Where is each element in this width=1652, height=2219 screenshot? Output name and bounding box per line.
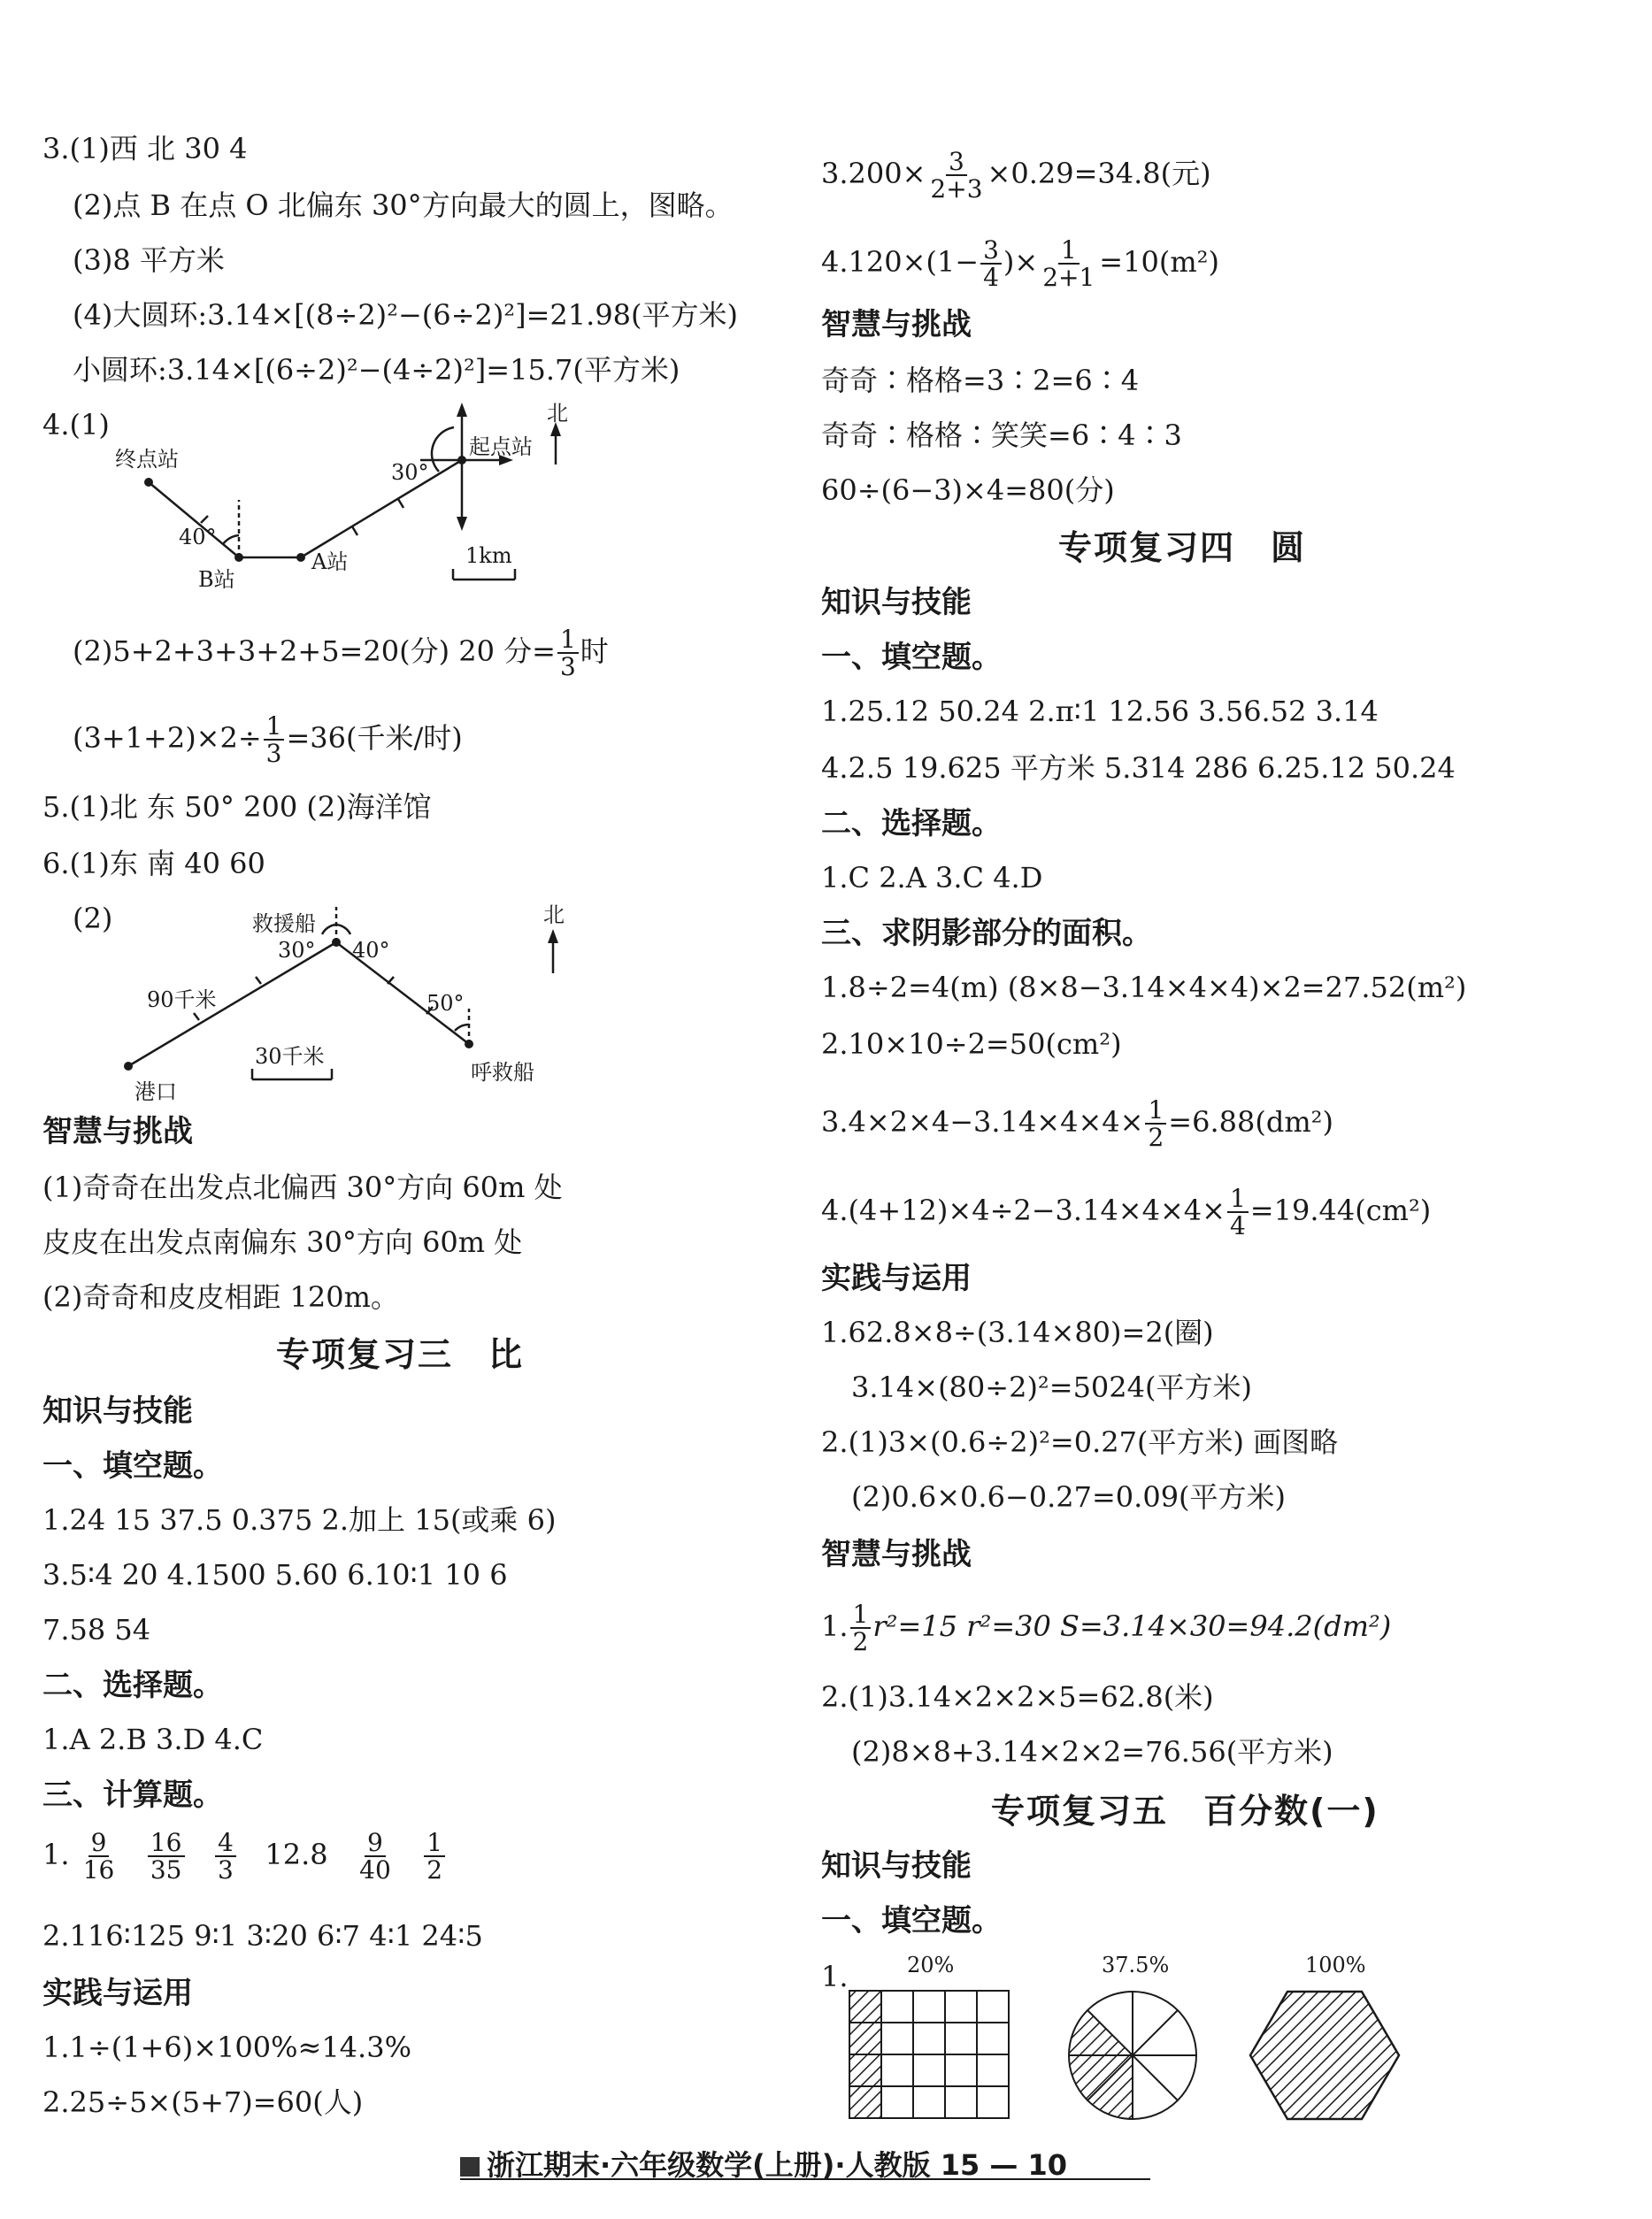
footer-rule	[460, 2178, 1150, 2180]
q6-part2-number: (2)	[73, 902, 113, 935]
pct-grid-label: 20%	[907, 1953, 955, 1977]
sec4-fill-line1: 1.25.12 50.24 2.π∶1 12.56 3.56.52 3.14	[821, 695, 1379, 728]
sec4-choose-answers: 1.C 2.A 3.C 4.D	[821, 861, 1043, 895]
wisdom-left-line2: 皮皮在出发点南偏东 30°方向 60m 处	[42, 1225, 523, 1259]
sec4-wisdom-line2: 2.(1)3.14×2×2×5=62.8(米)	[821, 1680, 1214, 1714]
sec3-fill-heading: 一、填空题。	[42, 1448, 223, 1484]
q3-part4-big: (4)大圆环:3.14×[(8÷2)²−(6÷2)²]=21.98(平方米)	[73, 298, 739, 332]
right-q3: 3.200× $\frac{3}{2+3}$ ×0.29=34.8(元)	[821, 147, 1211, 204]
sec3-fill-line2: 3.5∶4 20 4.1500 5.60 6.10∶1 10 6	[42, 1558, 508, 1592]
a-station-label: A站	[311, 549, 349, 574]
sec3-knowledge-heading: 知识与技能	[42, 1394, 193, 1429]
pct-circle-label: 37.5%	[1102, 1953, 1170, 1977]
q4-part2: (2)5+2+3+3+2+5=20(分) 20 分= $\frac{1}{3}$ 时	[73, 625, 609, 682]
sec4-shade-line1: 1.8÷2=4(m) (8×8−3.14×4×4)×2=27.52(m²)	[821, 971, 1467, 1004]
wisdom-right-line2: 奇奇∶格格∶笑笑=6∶4∶3	[821, 418, 1182, 452]
distance-90-label: 90千米	[147, 987, 217, 1012]
sec3-fill-line1: 1.24 15 37.5 0.375 2.加上 15(或乘 6)	[42, 1503, 557, 1537]
wisdom-right-line1: 奇奇∶格格=3∶2=6∶4	[821, 364, 1140, 397]
route-map-diagram	[106, 403, 602, 597]
angle-40-label: 40°	[179, 525, 217, 549]
angle-40-label: 40°	[352, 938, 390, 963]
page-footer: 浙江期末·六年级数学(上册)·人教版 15 — 10	[460, 2143, 1067, 2184]
q5-answer: 5.(1)北 东 50° 200 (2)海洋馆	[42, 790, 432, 824]
sec5-knowledge-heading: 知识与技能	[821, 1848, 972, 1884]
q3-part1: 3.(1)西 北 30 4	[42, 132, 248, 165]
sec3-practice-line2: 2.25÷5×(5+7)=60(人)	[42, 2085, 364, 2119]
section-5-title: 专项复习五 百分数(一)	[991, 1792, 1379, 1831]
sec3-calc-line1: 1. $\frac{9}{16}$ $\frac{16}{35}$ $\frac{4}{3}$ 12.8 $\frac{9}{40}$ $\frac{1}{2}$	[42, 1830, 447, 1884]
north-label: 北	[547, 403, 568, 426]
section-3-title: 专项复习三 比	[276, 1335, 525, 1374]
port-dot	[124, 1062, 133, 1071]
axis-arrow-down-icon	[457, 517, 467, 531]
q3-part4-small: 小圆环:3.14×[(6÷2)²−(4÷2)²]=15.7(平方米)	[73, 353, 680, 387]
b-station-dot	[234, 553, 243, 562]
rescue-map-diagram	[115, 902, 593, 1106]
sec4-practice-line1b: 3.14×(80÷2)²=5024(平方米)	[851, 1371, 1252, 1404]
sec4-practice-line2b: (2)0.6×0.6−0.27=0.09(平方米)	[851, 1480, 1287, 1514]
scale-30-label: 30千米	[255, 1044, 325, 1069]
sec4-practice-line1: 1.62.8×8÷(3.14×80)=2(圈)	[821, 1316, 1214, 1349]
percentage-figures	[845, 1951, 1411, 2128]
sec5-fill-heading: 一、填空题。	[821, 1903, 1002, 1939]
sec4-knowledge-heading: 知识与技能	[821, 585, 972, 620]
right-q4: 4.120×(1− $\frac{3}{4}$ )× $\frac{1}{2+1}$ =10(m²)	[821, 235, 1219, 293]
q4-number: 4.(1)	[42, 408, 110, 441]
q3-part3: (3)8 平方米	[73, 243, 225, 277]
sec4-fill-heading: 一、填空题。	[821, 640, 1002, 675]
q6-part1: 6.(1)东 南 40 60	[42, 847, 265, 880]
wisdom-heading-left: 智慧与挑战	[42, 1114, 193, 1149]
sec4-shade-line4: 4.(4+12)×4÷2−3.14×4×4× $\frac{1}{4}$ =19.44(cm²)	[821, 1184, 1432, 1241]
route-a-to-start	[301, 460, 462, 557]
axis-arrow-up-icon	[457, 403, 467, 417]
sec3-fill-line3: 7.58 54	[42, 1613, 151, 1647]
rescue-ship-label: 救援船	[252, 911, 316, 936]
north-label: 北	[543, 902, 565, 927]
pct-hex-label: 100%	[1305, 1953, 1366, 1977]
port-label: 港口	[134, 1079, 177, 1104]
sec4-shade-line3: 3.4×2×4−3.14×4×4× $\frac{1}{2}$ =6.88(dm²)	[821, 1095, 1333, 1153]
scale-label: 1km	[465, 543, 512, 568]
sec3-choose-answers: 1.A 2.B 3.D 4.C	[42, 1723, 264, 1756]
q4-part3: (3+1+2)×2÷ $\frac{1}{3}$ =36(千米/时)	[73, 711, 463, 769]
angle-30-label: 30°	[278, 938, 316, 963]
sec4-wisdom-line2b: (2)8×8+3.14×2×2=76.56(平方米)	[851, 1735, 1333, 1769]
rescue-ship-dot	[332, 938, 341, 947]
sec4-shade-line2: 2.10×10÷2=50(cm²)	[821, 1027, 1122, 1061]
sec4-wisdom-line1: 1. $\frac{1}{2}$ r²=15 r²=30 S=3.14×30=94.2(dm²)	[821, 1600, 1392, 1657]
sec3-calc-heading: 三、计算题。	[42, 1778, 223, 1813]
section-4-title: 专项复习四 圆	[1058, 528, 1307, 567]
footer-square-icon	[460, 2157, 480, 2177]
start-station-label: 起点站	[469, 434, 533, 459]
north-arrow-icon	[548, 929, 558, 943]
sec5-fill-number: 1.	[821, 1960, 849, 1993]
sec3-calc-line2: 2.116∶125 9∶1 3∶20 6∶7 4∶1 24∶5	[42, 1919, 483, 1953]
sec4-practice-heading: 实践与运用	[821, 1261, 972, 1296]
start-station-dot	[457, 456, 466, 465]
sec3-practice-line1: 1.1÷(1+6)×100%≈14.3%	[42, 2031, 411, 2064]
b-station-label: B站	[198, 567, 235, 592]
wisdom-left-line3: (2)奇奇和皮皮相距 120m。	[42, 1280, 399, 1314]
sec4-practice-line2: 2.(1)3×(0.6÷2)²=0.27(平方米) 画图略	[821, 1425, 1339, 1459]
call-ship-label: 呼救船	[471, 1060, 534, 1085]
q3-part2: (2)点 B 在点 O 北偏东 30°方向最大的圆上，图略。	[73, 188, 734, 222]
sec4-choose-heading: 二、选择题。	[821, 806, 1002, 841]
wisdom-left-line1: (1)奇奇在出发点北偏西 30°方向 60m 处	[42, 1171, 563, 1204]
a-station-dot	[296, 553, 305, 562]
end-station-label: 终点站	[115, 447, 179, 472]
angle-30-label: 30°	[391, 460, 429, 485]
sec4-shade-heading: 三、求阴影部分的面积。	[821, 916, 1152, 951]
percent-circle	[1069, 1992, 1196, 2119]
call-ship-dot	[465, 1040, 473, 1048]
wisdom-right-line3: 60÷(6−3)×4=80(分)	[821, 473, 1115, 507]
end-station-dot	[144, 478, 153, 487]
percent-hexagon	[1250, 1992, 1399, 2119]
wisdom-heading-right: 智慧与挑战	[821, 307, 972, 342]
sec4-fill-line2: 4.2.5 19.625 平方米 5.314 286 6.25.12 50.24	[821, 751, 1456, 785]
sec3-practice-heading: 实践与运用	[42, 1976, 193, 2011]
sec4-wisdom-heading: 智慧与挑战	[821, 1537, 972, 1572]
angle-50-label: 50°	[426, 991, 465, 1016]
sec3-choose-heading: 二、选择题。	[42, 1668, 223, 1703]
